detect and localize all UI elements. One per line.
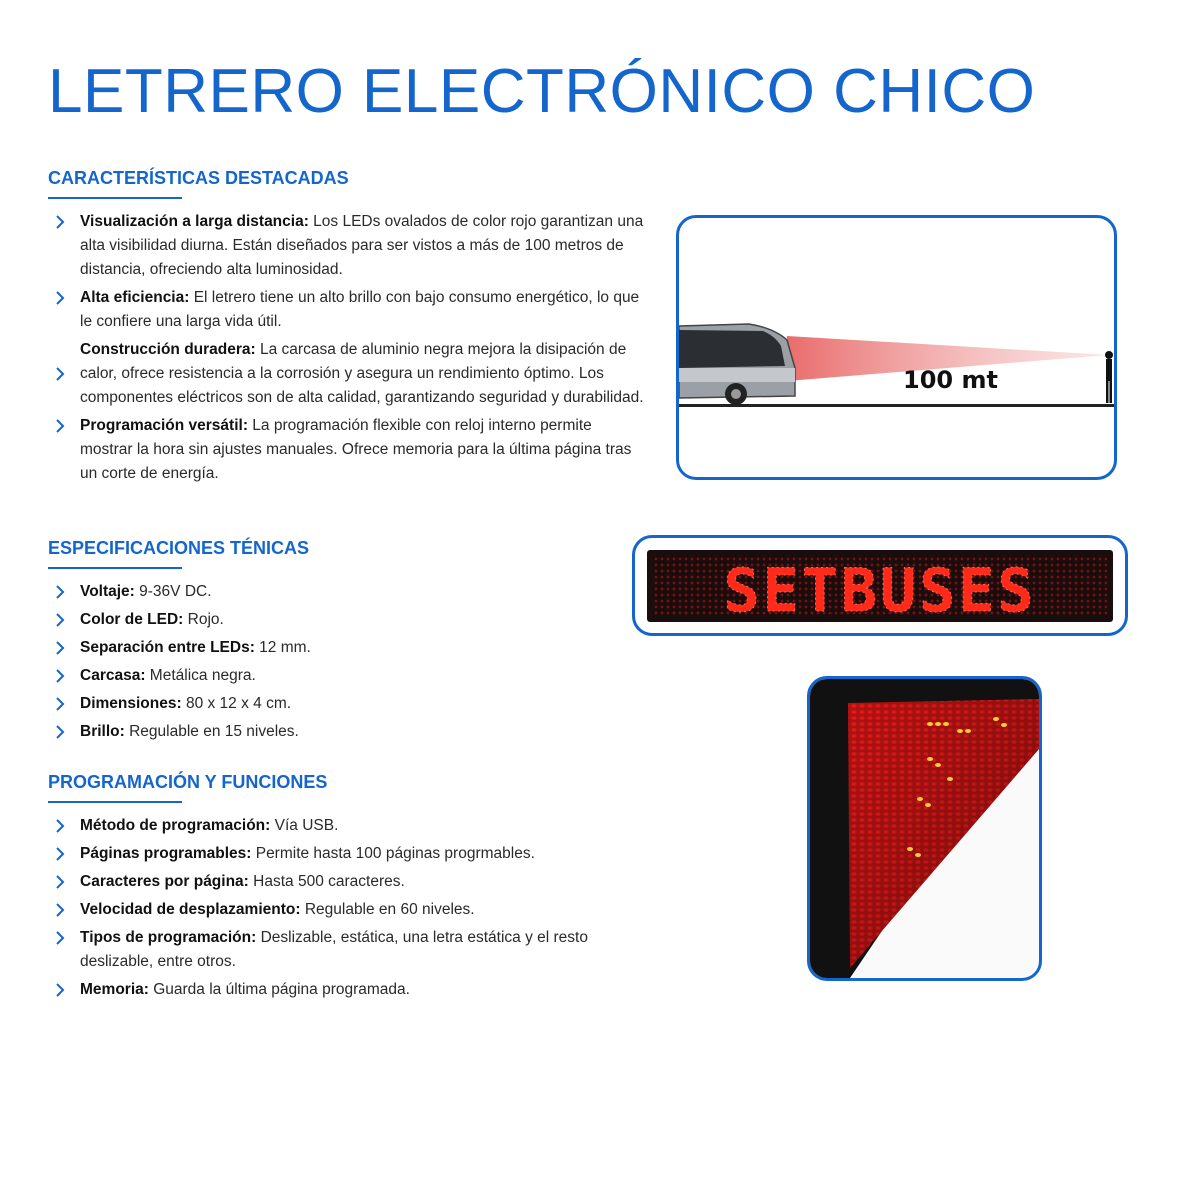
bus-icon <box>679 324 795 405</box>
chevron-right-icon <box>52 846 68 862</box>
chevron-right-icon <box>52 982 68 998</box>
sign-text: SETBUSES <box>723 556 1037 626</box>
list-item: Método de programación: Vía USB. <box>48 814 648 838</box>
distance-label: 100 mt <box>903 366 998 394</box>
led-sign-graphic <box>635 538 1125 633</box>
chevron-right-icon <box>52 418 68 434</box>
features-list <box>48 210 648 486</box>
chevron-right-icon <box>52 696 68 712</box>
chevron-right-icon <box>52 640 68 656</box>
list-item: Visualización a larga distancia: Los LEDs ovalados de color rojo garantizan una alta visibilidad diurna. Están diseñados para ser vistos a más de 100 metros de distancia, ofreciendo alta luminosidad. <box>48 210 648 282</box>
list-item: Voltaje: 9-36V DC. <box>48 580 608 604</box>
ground-line <box>679 404 1114 407</box>
sign-closeup-photo <box>807 676 1042 981</box>
specs-heading: ESPECIFICACIONES TÉNICAS <box>48 538 310 558</box>
chevron-right-icon <box>52 290 68 306</box>
distance-illustration <box>676 215 1117 480</box>
chevron-right-icon <box>52 584 68 600</box>
programming-list <box>48 814 648 1002</box>
list-item: Separación entre LEDs: 12 mm. <box>48 636 608 660</box>
chevron-right-icon <box>52 366 68 382</box>
chevron-right-icon <box>52 874 68 890</box>
bus-distance-graphic <box>679 218 1114 477</box>
list-item: Velocidad de desplazamiento: Regulable en 60 niveles. <box>48 898 648 922</box>
features-heading: CARACTERÍSTICAS DESTACADAS <box>48 168 349 188</box>
chevron-right-icon <box>52 818 68 834</box>
list-item: Alta eficiencia: El letrero tiene un alto brillo con bajo consumo energético, lo que le confiere una larga vida útil. <box>48 286 648 334</box>
programming-heading-rule <box>48 801 182 803</box>
list-item: Caracteres por página: Hasta 500 caracteres. <box>48 870 648 894</box>
chevron-right-icon <box>52 214 68 230</box>
sign-front-photo <box>632 535 1128 636</box>
person-icon <box>1105 351 1113 403</box>
list-item: Dimensiones: 80 x 12 x 4 cm. <box>48 692 608 716</box>
chevron-right-icon <box>52 612 68 628</box>
chevron-right-icon <box>52 902 68 918</box>
page-title: LETRERO ELECTRÓNICO CHICO <box>48 57 1036 126</box>
led-closeup-graphic <box>810 679 1039 978</box>
specs-heading-rule <box>48 567 182 569</box>
chevron-right-icon <box>52 668 68 684</box>
list-item: Programación versátil: La programación flexible con reloj interno permite mostrar la hora sin ajustes manuales. Ofrece memoria para la última página tras un corte de energía. <box>48 414 648 486</box>
chevron-right-icon <box>52 930 68 946</box>
list-item: Color de LED: Rojo. <box>48 608 608 632</box>
chevron-right-icon <box>52 724 68 740</box>
list-item: Páginas programables: Permite hasta 100 páginas progrmables. <box>48 842 648 866</box>
list-item: Memoria: Guarda la última página programada. <box>48 978 648 1002</box>
list-item: Construcción duradera: La carcasa de aluminio negra mejora la disipación de calor, ofrece resistencia a la corrosión y asegura un rendimiento óptimo. Los componentes eléctricos son de alta calidad, garantizando seguridad y durabilidad. <box>48 338 648 410</box>
list-item: Tipos de programación: Deslizable, estática, una letra estática y el resto deslizable, entre otros. <box>48 926 648 974</box>
programming-heading: PROGRAMACIÓN Y FUNCIONES <box>48 772 328 792</box>
features-heading-rule <box>48 197 182 199</box>
list-item: Carcasa: Metálica negra. <box>48 664 608 688</box>
list-item: Brillo: Regulable en 15 niveles. <box>48 720 608 744</box>
specs-list <box>48 580 608 744</box>
